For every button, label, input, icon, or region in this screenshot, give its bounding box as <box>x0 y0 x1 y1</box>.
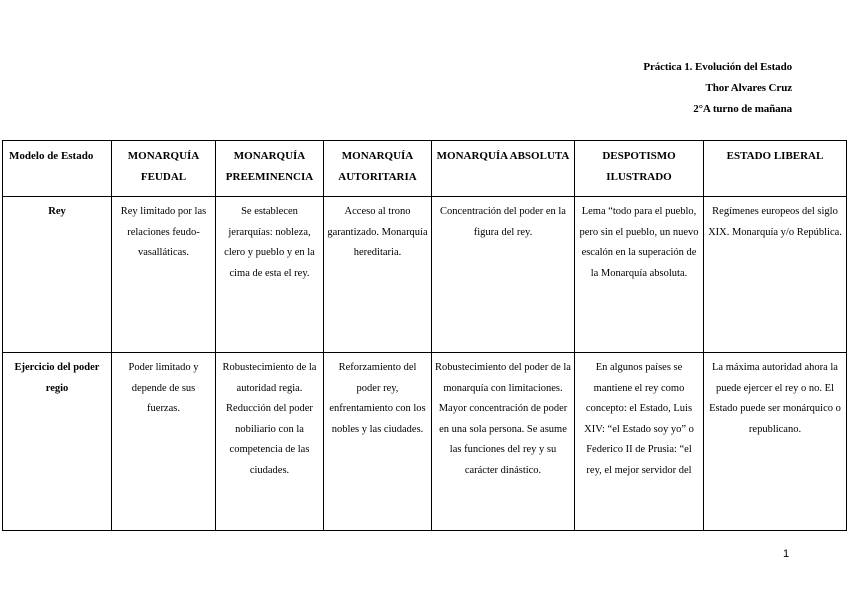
header-title: Práctica 1. Evolución del Estado <box>643 61 792 73</box>
row-label-ejercicio: Ejercicio del poder regio <box>3 353 112 531</box>
row-label-rey: Rey <box>3 197 112 353</box>
comparison-table <box>2 140 847 531</box>
column-header-preeminencia: MONARQUÍA PREEMINENCIA <box>216 141 324 197</box>
document-header <box>643 57 792 120</box>
column-header-liberal: ESTADO LIBERAL <box>704 141 847 197</box>
table-cell: La máxima autoridad ahora la puede ejercer el rey o no. El Estado puede ser monárquico o republicano. <box>704 353 847 531</box>
table-cell: Lema “todo para el pueblo, pero sin el pueblo, un nuevo escalón en la superación de la Monarquía absoluta. <box>575 197 704 353</box>
table-cell: Robustecimiento de la autoridad regia. Reducción del poder nobiliario con la competencia de las ciudades. <box>216 353 324 531</box>
column-header-feudal: MONARQUÍA FEUDAL <box>112 141 216 197</box>
column-header-despotismo: DESPOTISMO ILUSTRADO <box>575 141 704 197</box>
table-cell: Concentración del poder en la figura del rey. <box>432 197 575 353</box>
column-header-modelo: Modelo de Estado <box>3 141 112 197</box>
table-cell: Rey limitado por las relaciones feudo-vasalláticas. <box>112 197 216 353</box>
table-cell: Se establecen jerarquías: nobleza, clero y pueblo y en la cima de esta el rey. <box>216 197 324 353</box>
header-group: 2°A turno de mañana <box>693 103 792 115</box>
table-cell: Robustecimiento del poder de la monarquía con limitaciones. Mayor concentración de poder en una sola persona. Se asume las funciones del rey y su carácter dinástico. <box>432 353 575 531</box>
table-row <box>3 353 847 531</box>
column-header-absoluta: MONARQUÍA ABSOLUTA <box>432 141 575 197</box>
table-header-row <box>3 141 847 197</box>
column-header-autoritaria: MONARQUÍA AUTORITARIA <box>324 141 432 197</box>
table-cell: Reforzamiento del poder rey, enfrentamiento con los nobles y las ciudades. <box>324 353 432 531</box>
table-cell: Regímenes europeos del siglo XIX. Monarquía y/o República. <box>704 197 847 353</box>
table-cell: Acceso al trono garantizado. Monarquía hereditaria. <box>324 197 432 353</box>
page-number: 1 <box>783 548 790 560</box>
header-author: Thor Alvares Cruz <box>705 82 792 94</box>
table-cell: En algunos países se mantiene el rey como concepto: el Estado, Luis XIV: “el Estado soy yo” o Federico II de Prusia: “el rey, el mejor servidor del <box>575 353 704 531</box>
table-cell: Poder limitado y depende de sus fuerzas. <box>112 353 216 531</box>
table-row <box>3 197 847 353</box>
